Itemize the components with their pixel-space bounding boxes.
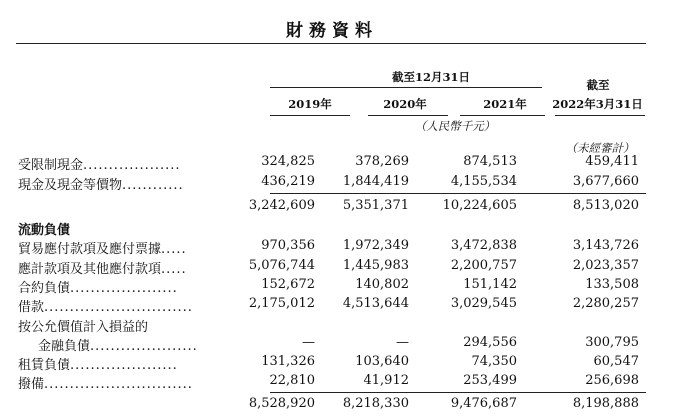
group-rule bbox=[270, 87, 542, 88]
value-2020: 41,912 bbox=[363, 373, 409, 388]
table-row-fvtpl-heading bbox=[0, 316, 700, 336]
value-2019: 5,076,744 bbox=[248, 258, 315, 273]
value-2019: 2,175,012 bbox=[248, 296, 315, 311]
value-2021: 3,472,838 bbox=[450, 238, 517, 253]
row-label: 借款............................. bbox=[18, 300, 193, 315]
table-row-provisions bbox=[0, 373, 700, 393]
value-2020: 4,513,644 bbox=[342, 296, 409, 311]
year-rule-2020 bbox=[368, 115, 448, 116]
last-col-header-line2: 2022年3月31日 bbox=[552, 97, 643, 111]
value-2019: 3,242,609 bbox=[248, 198, 315, 213]
value-2022q1: 2,280,257 bbox=[572, 296, 639, 311]
value-2020: 378,269 bbox=[355, 154, 409, 169]
row-label: 受限制現金................... bbox=[18, 158, 181, 173]
year-rule-2021 bbox=[460, 115, 545, 116]
value-2022q1: 60,547 bbox=[593, 354, 639, 369]
subtotal-rule-1 bbox=[270, 193, 646, 194]
value-2022q1: 8,513,020 bbox=[572, 198, 639, 213]
value-2021: 2,200,757 bbox=[450, 258, 517, 273]
table-row-subtotal-liabilities bbox=[0, 396, 700, 416]
table-row-cash-equivalents bbox=[0, 174, 700, 194]
value-2019: 436,219 bbox=[261, 174, 315, 189]
table-row-accruals bbox=[0, 258, 700, 278]
value-2022q1: 133,508 bbox=[585, 277, 639, 292]
row-label: 應計款項及其他應付款項..... bbox=[18, 262, 187, 277]
section-current-liabilities bbox=[0, 219, 700, 239]
value-2021: 74,350 bbox=[471, 354, 517, 369]
value-2022q1: 3,143,726 bbox=[572, 238, 639, 253]
value-2020: 103,640 bbox=[355, 354, 409, 369]
value-2021: 294,556 bbox=[463, 335, 517, 350]
table-row-borrowings bbox=[0, 296, 700, 316]
value-2019: — bbox=[302, 335, 315, 350]
title-rule bbox=[16, 43, 646, 44]
value-2022q1: 300,795 bbox=[585, 335, 639, 350]
subtotal-rule-2 bbox=[270, 392, 646, 393]
table-row-lease-liabilities bbox=[0, 354, 700, 374]
value-2020: 1,972,349 bbox=[342, 238, 409, 253]
value-2022q1: 8,198,888 bbox=[572, 396, 639, 411]
table-row-trade-payables bbox=[0, 238, 700, 258]
col-header-2019: 2019年 bbox=[288, 97, 332, 111]
col-header-2020: 2020年 bbox=[383, 97, 427, 111]
table-row-subtotal-cash bbox=[0, 198, 700, 218]
row-label: 合約負債..................... bbox=[18, 281, 178, 296]
value-2020: 1,844,419 bbox=[342, 174, 409, 189]
value-2021: 9,476,687 bbox=[450, 396, 517, 411]
value-2022q1: 2,023,357 bbox=[572, 258, 639, 273]
row-label: 按公允價值計入損益的 bbox=[18, 320, 149, 335]
value-2020: 5,351,371 bbox=[342, 198, 409, 213]
value-2020: 140,802 bbox=[355, 277, 409, 292]
value-2020: — bbox=[396, 335, 409, 350]
value-2019: 8,528,920 bbox=[248, 396, 315, 411]
value-2019: 152,672 bbox=[261, 277, 315, 292]
row-label: 租賃負債..................... bbox=[18, 358, 178, 373]
row-label: 現金及現金等價物............ bbox=[18, 178, 184, 193]
value-2019: 970,356 bbox=[261, 238, 315, 253]
value-2021: 4,155,534 bbox=[450, 174, 517, 189]
row-label: 撥備............................. bbox=[18, 377, 193, 392]
value-2022q1: 256,698 bbox=[585, 373, 639, 388]
value-2021: 3,029,545 bbox=[450, 296, 517, 311]
value-2019: 324,825 bbox=[261, 154, 315, 169]
table-row-restricted-cash bbox=[0, 154, 700, 174]
year-rule-2019 bbox=[270, 115, 350, 116]
value-2020: 1,445,983 bbox=[342, 258, 409, 273]
currency-note: （人民幣千元） bbox=[414, 119, 496, 133]
period-group-label: 截至12月31日 bbox=[391, 70, 470, 84]
table-row-financial-liabilities bbox=[0, 335, 700, 355]
document-title: 財務資料 bbox=[286, 21, 378, 41]
year-rule-2022 bbox=[555, 115, 645, 116]
value-2022q1: 3,677,660 bbox=[572, 174, 639, 189]
value-2021: 10,224,605 bbox=[442, 198, 517, 213]
row-label: 金融負債..................... bbox=[38, 339, 198, 354]
col-header-2021: 2021年 bbox=[483, 97, 527, 111]
row-label: 貿易應付款項及應付票據..... bbox=[18, 242, 187, 257]
table-row-contract-liabilities bbox=[0, 277, 700, 297]
section-heading: 流動負債 bbox=[18, 223, 71, 238]
value-2021: 874,513 bbox=[463, 154, 517, 169]
value-2021: 151,142 bbox=[463, 277, 517, 292]
value-2019: 22,810 bbox=[269, 373, 315, 388]
value-2019: 131,326 bbox=[261, 354, 315, 369]
unaudited-note: （未經審計） bbox=[565, 141, 635, 155]
value-2021: 253,499 bbox=[463, 373, 517, 388]
last-col-header-line1: 截至 bbox=[586, 78, 610, 92]
value-2022q1: 459,411 bbox=[585, 154, 639, 169]
value-2020: 8,218,330 bbox=[342, 396, 409, 411]
